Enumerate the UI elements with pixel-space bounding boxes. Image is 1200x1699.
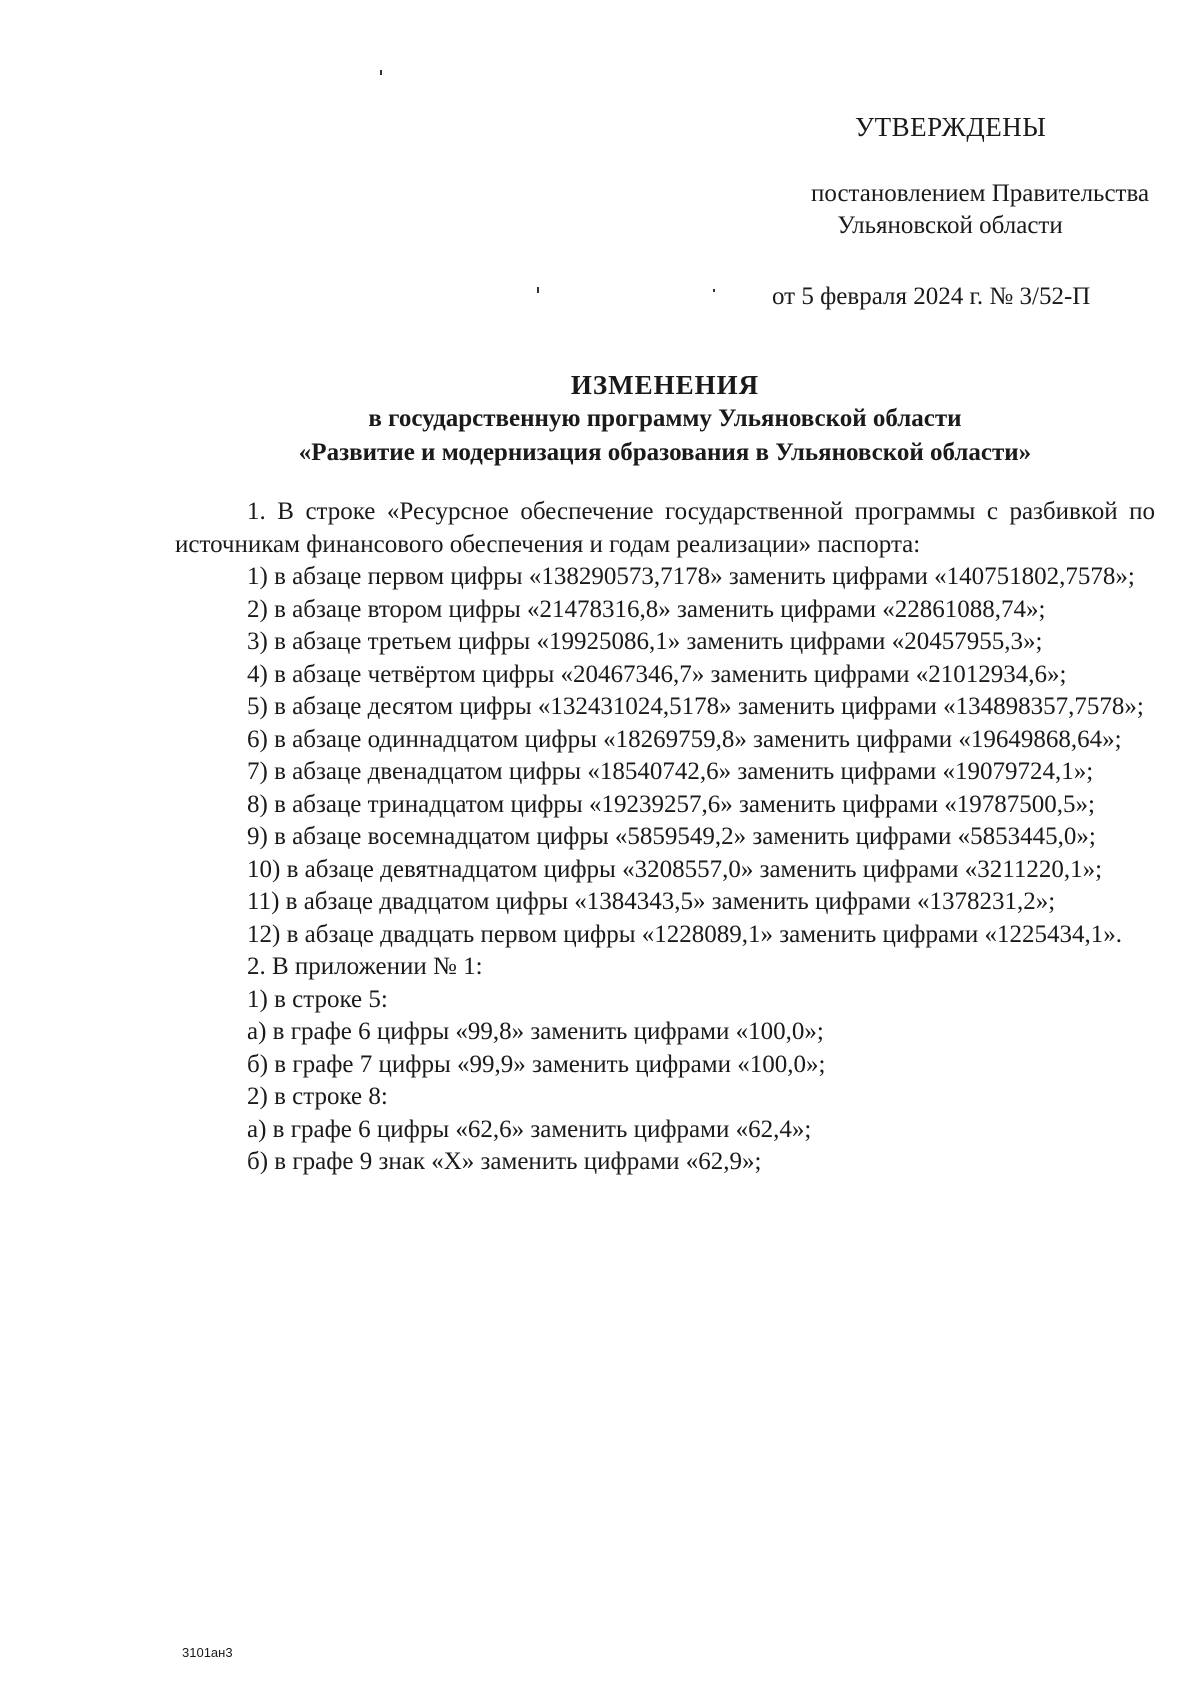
section-1-item-8: 8) в абзаце тринадцатом цифры «19239257,6» заменить цифрами «19787500,5»; (247, 790, 1095, 818)
section-1-intro: 1. В строке «Ресурсное обеспечение государственной программы с разбивкой по источникам финансового обеспечения и годам реализации» паспорта: (175, 498, 1155, 558)
section-2-line-5: а) в графе 6 цифры «62,6» заменить цифрами «62,4»; (247, 1115, 812, 1143)
title-line-3: «Развитие и модернизация образования в Ульяновской области» (298, 439, 1032, 466)
section-2-intro: 2. В приложении № 1: (247, 953, 483, 980)
decree-line-1: постановлением Правительства (810, 180, 1150, 207)
document-title (175, 368, 1155, 470)
section-1-item-7: 7) в абзаце двенадцатом цифры «18540742,6» заменить цифрами «19079724,1»; (247, 758, 1094, 785)
title-line-1: ИЗМЕНЕНИЯ (570, 370, 760, 400)
title-line-2: в государственную программу Ульяновской области (368, 405, 962, 432)
section-2-line-3: б) в графе 7 цифры «99,9» заменить цифрами «100,0»; (247, 1050, 826, 1078)
decree-reference (700, 178, 1200, 242)
section-1-item-10: 10) в абзаце девятнадцатом цифры «3208557,0» заменить цифрами «3211220,1»; (247, 855, 1103, 883)
approval-heading: УТВЕРЖДЕНЫ (855, 112, 1047, 142)
section-1-item-11: 11) в абзаце двадцатом цифры «1384343,5» заменить цифрами «1378231,2»; (247, 888, 1056, 915)
section-1-item-4: 4) в абзаце четвёртом цифры «20467346,7» заменить цифрами «21012934,6»; (247, 660, 1067, 688)
section-1-item-1: 1) в абзаце первом цифры «138290573,7178» заменить цифрами «140751802,7578»; (247, 563, 1135, 590)
document-body (175, 496, 1155, 1179)
section-1-item-5: 5) в абзаце десятом цифры «132431024,5178» заменить цифрами «134898357,7578»; (247, 693, 1144, 720)
section-1-item-6: 6) в абзаце одиннадцатом цифры «18269759,8» заменить цифрами «19649868,64»; (247, 725, 1122, 753)
section-1-item-9: 9) в абзаце восемнадцатом цифры «5859549,2» заменить цифрами «5853445,0»; (247, 823, 1096, 850)
section-2-line-1: 1) в строке 5: (247, 985, 388, 1013)
scan-speck (537, 287, 539, 293)
scan-speck (713, 289, 715, 292)
section-2-line-4: 2) в строке 8: (247, 1083, 388, 1110)
document-code: 3101ан3 (182, 1645, 233, 1660)
section-2-line-2: а) в графе 6 цифры «99,8» заменить цифрами «100,0»; (247, 1018, 824, 1045)
section-1-item-3: 3) в абзаце третьем цифры «19925086,1» заменить цифрами «20457955,3»; (247, 628, 1043, 655)
decree-date: от 5 февраля 2024 г. № 3/52-П (772, 283, 1091, 310)
decree-line-2: Ульяновской области (837, 212, 1063, 239)
section-1-item-12: 12) в абзаце двадцать первом цифры «1228089,1» заменить цифрами «1225434,1». (247, 920, 1122, 948)
scan-speck (380, 70, 382, 75)
section-1-item-2: 2) в абзаце втором цифры «21478316,8» заменить цифрами «22861088,74»; (247, 595, 1046, 623)
section-2-line-6: б) в графе 9 знак «Х» заменить цифрами «62,9»; (247, 1148, 762, 1175)
